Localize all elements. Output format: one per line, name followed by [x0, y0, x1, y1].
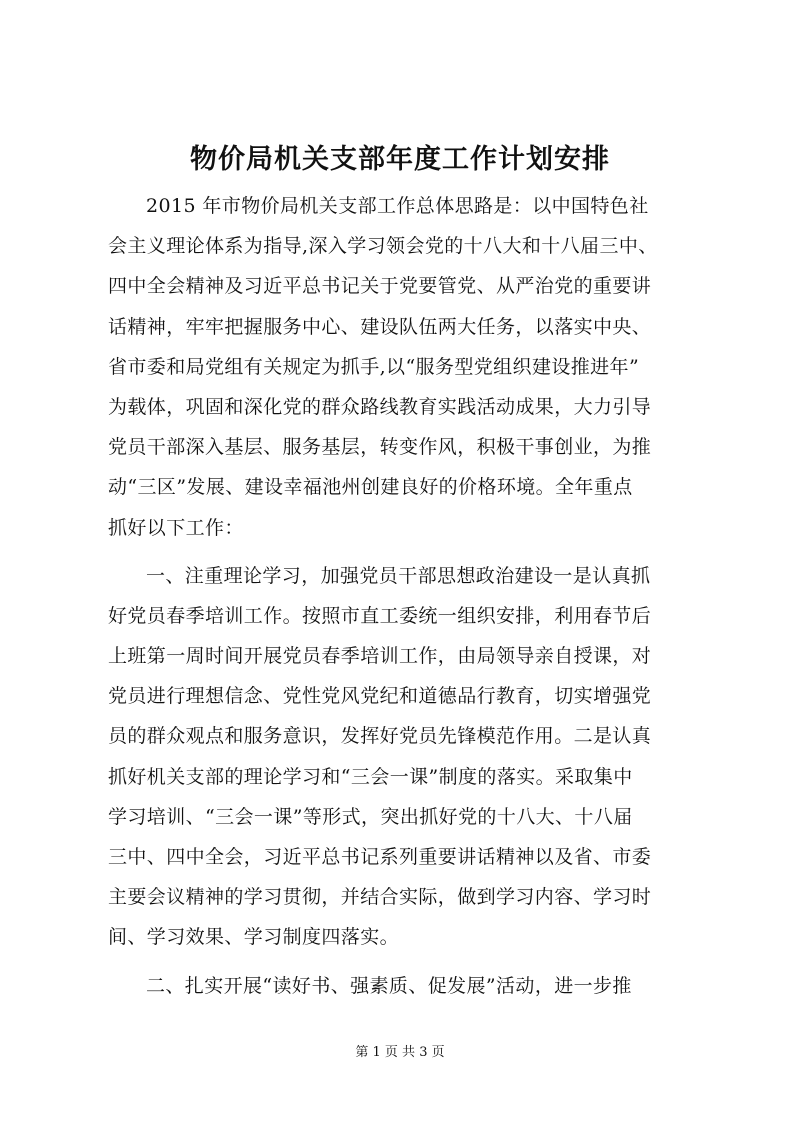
text-line: 党员干部深入基层、服务基层，转变作风，积极干事创业，为推 [108, 436, 652, 459]
text-line: 2015 年市物价局机关支部工作总体思路是：以中国特色社 [146, 195, 649, 217]
text-line: 省市委和局党组有关规定为抓手,以“服务型党组织建设推进年” [108, 355, 640, 378]
text-line: 间、学习效果、学习制度四落实。 [108, 926, 400, 949]
text-line: 动“三区”发展、建设幸福池州创建良好的价格环境。全年重点 [108, 476, 633, 499]
text-line: 好党员春季培训工作。按照市直工委统一组织安排，利用春节后 [108, 604, 652, 627]
text-line: 党员进行理想信念、党性党风党纪和道德品行教育，切实增强党 [108, 685, 652, 708]
paragraph-spacer [108, 958, 698, 966]
text-line: 三中、四中全会，习近平总书记系列重要讲话精神以及省、市委 [108, 846, 652, 868]
page-number: 第 1 页 共 3 页 [355, 1045, 445, 1060]
text-line: 一、注重理论学习，加强党员干部思想政治建设一是认真抓 [146, 564, 651, 587]
document-body [108, 186, 698, 1006]
page-title: 物价局机关支部年度工作计划安排 [190, 144, 610, 175]
text-line: 上班第一周时间开展党员春季培训工作，由局领导亲自授课，对 [108, 645, 652, 668]
text-line: 主要会议精神的学习贯彻，并结合实际，做到学习内容、学习时 [108, 886, 652, 909]
paragraph-3 [108, 966, 698, 1006]
text-line: 学习培训、“三会一课”等形式，突出抓好党的十八大、十八届 [108, 805, 633, 828]
paragraph-spacer [108, 548, 698, 556]
text-line: 话精神，牢牢把握服务中心、建设队伍两大任务，以落实中央、 [108, 315, 652, 338]
text-line: 会主义理论体系为指导,深入学习领会党的十八大和十八届三中、 [108, 235, 658, 258]
text-line: 四中全会精神及习近平总书记关于党要管党、从严治党的重要讲 [108, 275, 652, 298]
text-line: 二、扎实开展“读好书、强素质、促发展”活动，进一步推 [146, 974, 632, 997]
paragraph-2 [108, 556, 698, 958]
text-line: 为载体，巩固和深化党的群众路线教育实践活动成果，大力引导 [108, 395, 652, 418]
text-line: 抓好以下工作： [108, 516, 244, 539]
text-line: 员的群众观点和服务意识，发挥好党员先锋模范作用。二是认真 [108, 725, 652, 748]
paragraph-1 [108, 186, 698, 548]
text-line: 抓好机关支部的理论学习和“三会一课”制度的落实。采取集中 [108, 765, 633, 788]
